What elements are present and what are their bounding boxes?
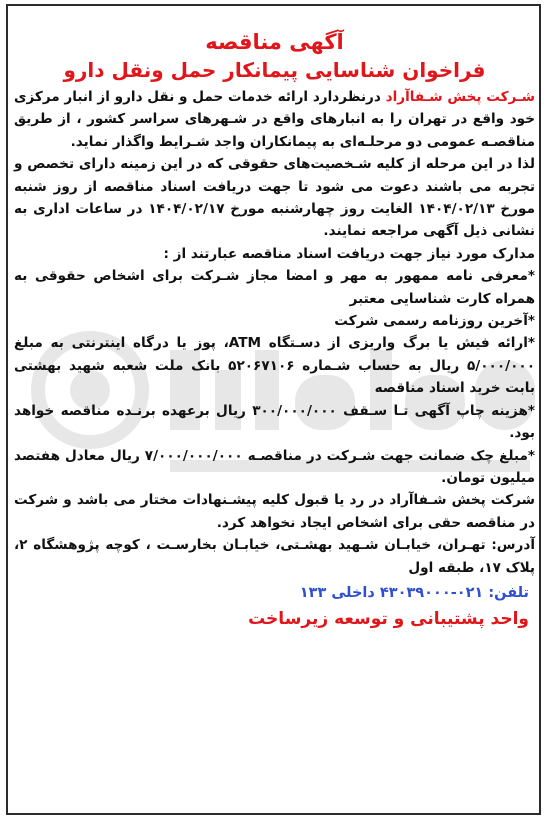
address-paragraph: آدرس: تهـران، خیابـان شـهید بهشـتی، خیابـان بخارسـت ، کوچه پژوهشگاه ۲، پلاک ۱۷، طبقه اول <box>14 537 535 576</box>
notice-content <box>14 28 535 632</box>
company-name: شـرکت پخش شـفاآراد <box>385 89 535 105</box>
intro-text: درنظردارد ارائه خدمات حمل و نقل دارو از انبار مرکزی خود واقع در تهران را به انبارهای واقع در شـهرهای سراسر کشور ، از طریق مناقصـه عمومی دو مرحلـه‌ای به پیمانکاران واجد شـرایط واگذار نماید. <box>14 89 535 150</box>
notice-title: آگهی مناقصه <box>205 30 344 54</box>
issuing-unit: واحد پشتیبانی و توسعه زیرساخت <box>248 608 529 629</box>
doc-item: *ارائه فیش یا برگ واریزی از دسـتگاه ATM، پوز یا درگاه اینترنتی به مبلغ ۵/۰۰۰/۰۰۰ ریال به حساب شـماره ۵۲۰۶۷۱۰۶ بانک ملت شعبه شهید بهشتی بابت خرید اسناد مناقصه <box>14 335 535 397</box>
doc-item: *مبلغ چک ضمانت جهت شـرکت در مناقصـه ۷/۰۰۰/۰۰۰/۰۰۰ ریال معادل هفتصد میلیون تومان. <box>14 447 535 486</box>
docs-list <box>14 265 535 489</box>
docs-heading: مدارک مورد نیاز جهت دریافت اسناد مناقصه عبارتند از : <box>163 245 535 262</box>
doc-item: *معرفی نامه ممهور به مهر و امضا مجاز شـرکت برای اشخاص حقوقی به همراه کارت شناسایی معتبر <box>14 268 535 307</box>
invitation-paragraph: لذا در این مرحله از کلیه شـخصیت‌های حقوقی که در این زمینه دارای تخصص و تجربه می باشند دعوت می شود تا جهت دریافت اسناد مناقصه از روز شنبه مورخ ۱۴۰۴/۰۲/۱۳ الغایت روز چهارشنبه مورخ ۱۴۰۴/۰۲/۱۷ در ساعات اداری به نشانی ذیل آگهی مراجعه نمایند. <box>14 156 535 240</box>
doc-item: *هزینه چاپ آگهی تـا سـقف ۳۰۰/۰۰۰/۰۰۰ ریال برعهده برنـده مناقصه خواهد بود. <box>14 402 536 442</box>
intro-paragraph <box>14 86 535 153</box>
phone-number: تلفن: ۰۲۱-۴۳۰۳۹۰۰۰ داخلی ۱۳۳ <box>299 584 529 601</box>
notice-subtitle: فراخوان شناسایی پیمانکار حمل ونقل دارو <box>63 58 486 82</box>
doc-item: *آخرین روزنامه رسمی شرکت <box>334 313 535 330</box>
rights-paragraph: شرکت پخش شـفاآراد در رد یا قبول کلیه پیشـنهادات مختار می باشد و شرکت در مناقصه حقی برای اشخاص ایجاد نخواهد کرد. <box>14 492 535 531</box>
